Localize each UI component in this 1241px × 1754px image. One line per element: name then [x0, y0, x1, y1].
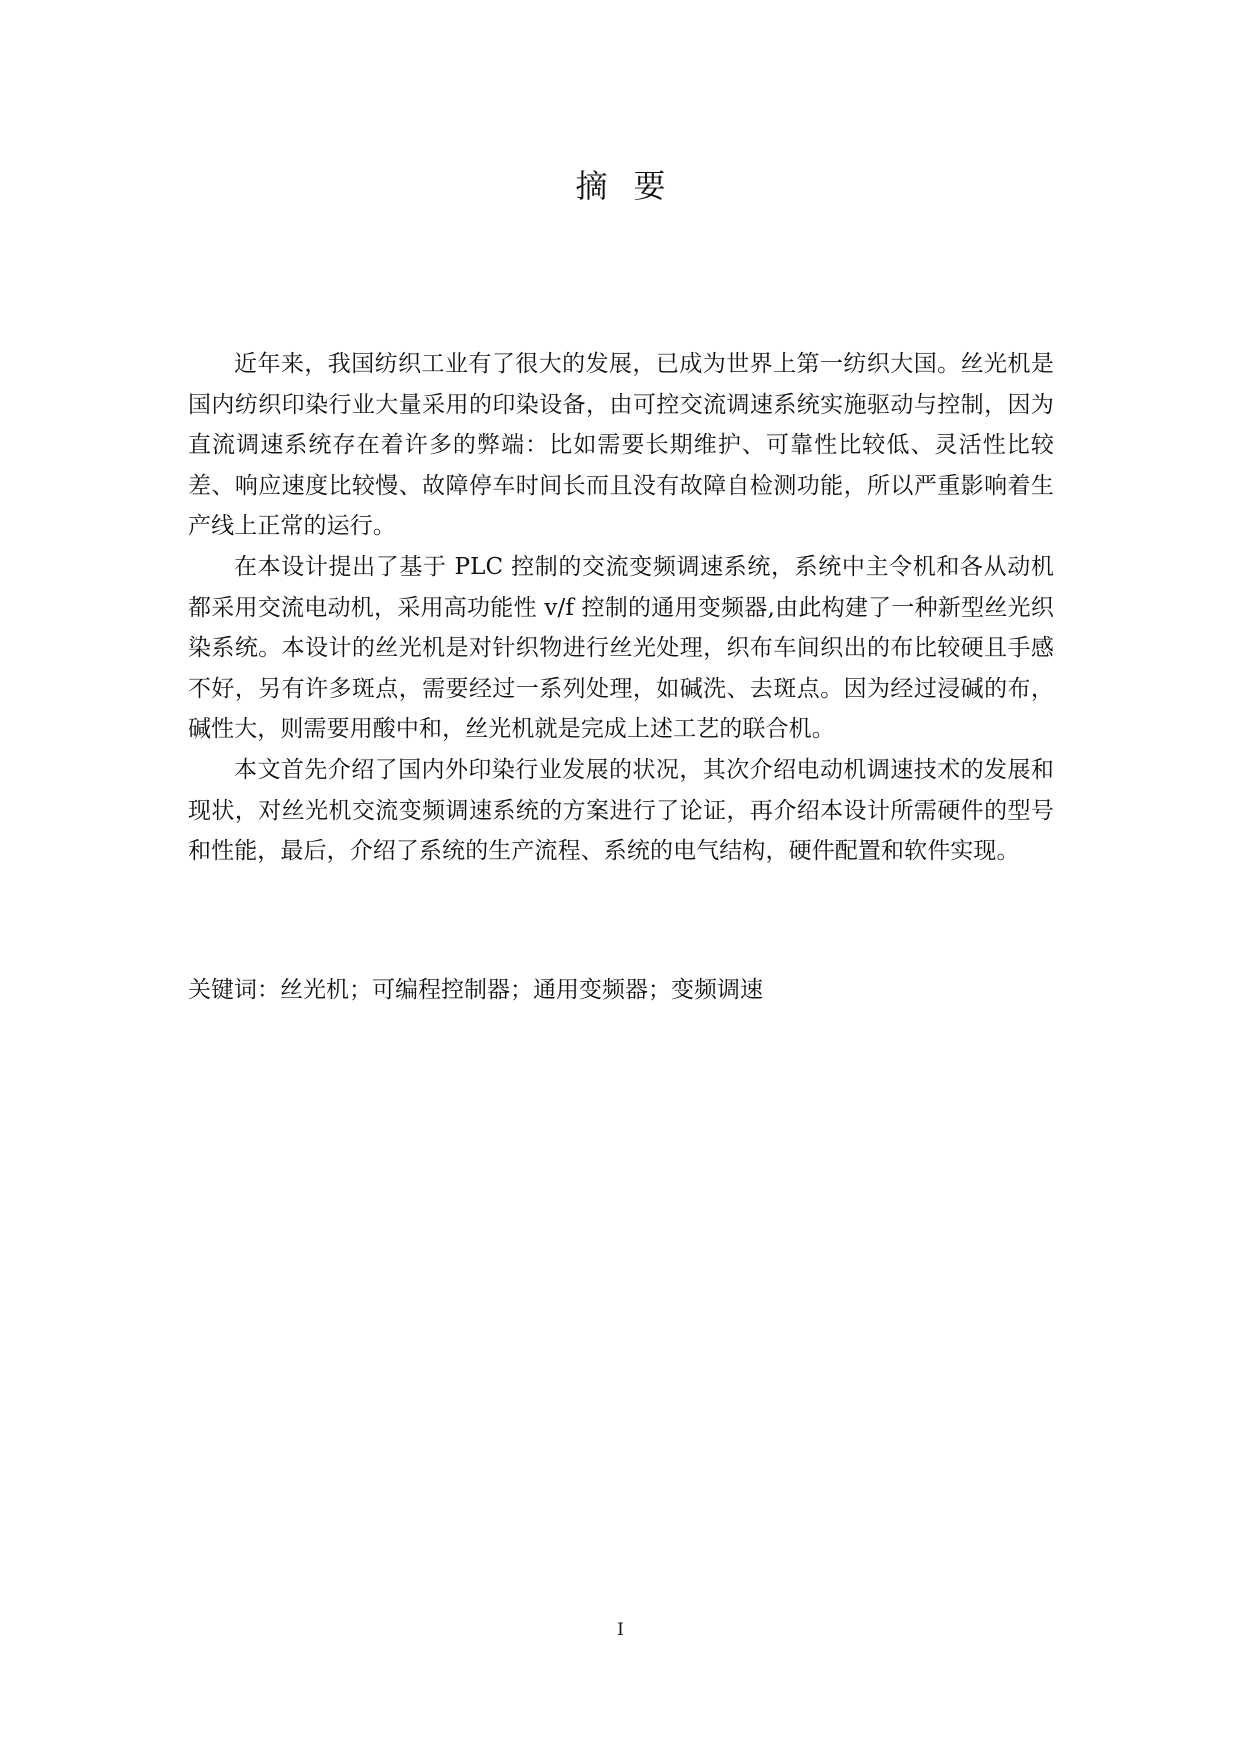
keywords-list: 丝光机；可编程控制器；通用变频器；变频调速 [280, 977, 763, 1003]
abstract-paragraph-2: 在本设计提出了基于 PLC 控制的交流变频调速系统，系统中主令机和各从动机都采用交流电动机，采用高功能性 v/f 控制的通用变频器,由此构建了一种新型丝光织染系统。本设计的丝光机是对针织物进行丝光处理，织布车间织出的布比较硬且手感不好，另有许多斑点，需要经过一系列处理，如碱洗、去斑点。因为经过浸碱的布，碱性大，则需要用酸中和，丝光机就是完成上述工艺的联合机。 [188, 553, 1054, 743]
page-title: 摘要 [575, 167, 692, 205]
abstract-body [188, 344, 1054, 872]
abstract-paragraph-3: 本文首先介绍了国内外印染行业发展的状况，其次介绍电动机调速技术的发展和现状，对丝光机交流变频调速系统的方案进行了论证，再介绍本设计所需硬件的型号和性能，最后，介绍了系统的生产流程、系统的电气结构，硬件配置和软件实现。 [188, 756, 1054, 865]
page-number: I [617, 1620, 624, 1640]
keywords-label: 关键词： [188, 977, 280, 1003]
keywords-line [188, 970, 1054, 1010]
abstract-paragraph-1: 近年来，我国纺织工业有了很大的发展，已成为世界上第一纺织大国。丝光机是国内纺织印染行业大量采用的印染设备，由可控交流调速系统实施驱动与控制，因为直流调速系统存在着许多的弊端：比如需要长期维护、可靠性比较低、灵活性比较差、响应速度比较慢、故障停车时间长而且没有故障自检测功能，所以严重影响着生产线上正常的运行。 [188, 351, 1054, 540]
